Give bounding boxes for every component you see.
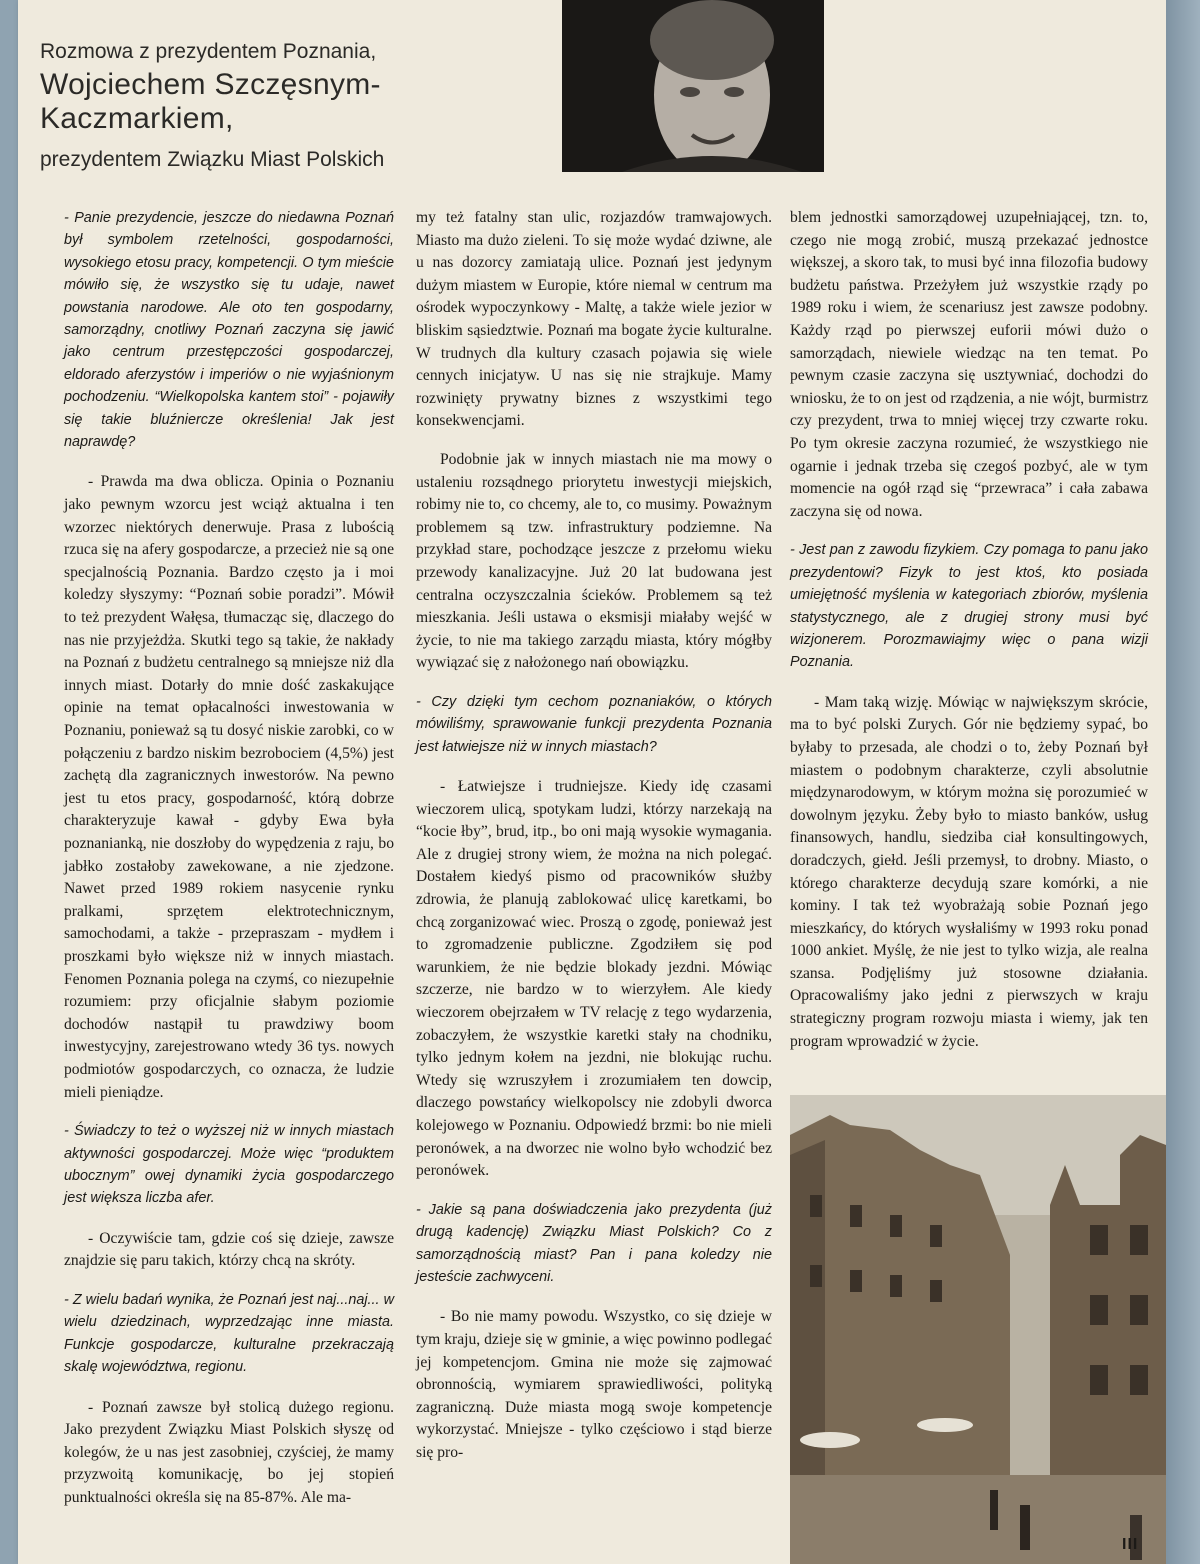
answer-2: - Oczywiście tam, gdzie coś się dzieje, zawsze znajdzie się paru takich, którzy chcą na skróty. [64,1229,394,1270]
answer-3-continued: my też fatalny stan ulic, rozjazdów tramwajowych. Miasto ma dużo zieleni. To się może wydać dziwne, ale u nas dozorcy zamiatają ulice. Poznań jest jedynym dużym miastem w Europie, które niemal w centrum ma ośrodek wypoczynkowy - Maltę, a także wiele jezior w bliskim sąsiedztwie. Poznań ma bogate życie kulturalne. W trudnych dla kultury czasach pojawia się wiele cennych inicjatyw. U nas się nie strajkuje. Mamy rozwinięty prywatny biznes z wszystkimi tego konsekwencjami. [416,209,772,430]
answer-3-paragraph-2: Podobnie jak w innych miastach nie ma mowy o ustaleniu rozsądnego priorytetu inwestycji miejskich, robimy nie to, co chcemy, ale to, co musimy. Poważnym problemem są tzw. infrastruktury podziemne. Na przykład stare, pochodzące jeszcze z przełomu wieku przewody kanalizacyjne. Już 20 lat budowana jest centralna oczyszczalnia ścieków. Problemem są też mieszkania. Jeśli ustawa o eksmisji miałaby wejść w życie, to nie ma takiego zarządu miasta, który mógłby wywiązać się z nałożonego nań obowiązku. [416,450,772,672]
question-2: - Świadczy to też o wyższej niż w innych miastach aktywności gospodarczej. Może więc “produktem ubocznym” owej dynamiki życia gospodarczego jest większa liczba afer. [64,1123,394,1207]
question-1: - Panie prezydencie, jeszcze do niedawna Poznań był symbolem rzetelności, gospodarności, wysokiego etosu pracy, kompetencji. O tym mieście mówiło się, że wszystko się tu udaje, nawet powstania narodowe. Ale oto ten gospodarny, samorządny, cnotliwy Poznań zaczyna się jawić jako centrum przestępczości gospodarczej, eldorado aferzystów i imperiów o nie wyjaśnionym pochodzeniu. “Wielkopolska kantem stoi” - pojawiły się takie bluźniercze określenia! Jak jest naprawdę? [64,210,394,451]
page-number: III [1122,1536,1139,1553]
question-6: - Jest pan z zawodu fizykiem. Czy pomaga to panu jako prezydentowi? Fizyk to jest ktoś, kto posiada umiejętność myślenia w kategoriach zbiorów, myślenia statystycznego, ale z drugiej strony musi być wizjonerem. Porozmawiajmy więc o pana wizji Poznania. [790,542,1148,671]
page-edge-strip [1166,0,1200,1564]
answer-1: - Prawda ma dwa oblicza. Opinia o Poznaniu jako pewnym wzorcu jest wciąż aktualna i ten wzorzec niektórych denerwuje. Prasa z lubością rzuca się na afery gospodarcze, a przecież nie są one specjalnością Poznania. Bardzo często ja i moi koledzy słyszymy: “Poznań sobie poradzi”. Mówił to też prezydent Wałęsa, tłumacząc się, dlaczego do nas nie przyjeżdża. Skutki tego są takie, że nakłady na Poznań z budżetu centralnego są mniejsze niż dla innych miast. Dotarły do mnie dość zaskakujące opinie na temat opłacalności inwestowania w Poznaniu, ponieważ są tu dosyć niskie zarobki, co w połączeniu z bardzo niskim bezrobociem (4,5%) jest zachętą dla zagranicznych inwestorów. Na pewno jest tu etos pracy, gospodarność, którą dobrze charakteryzuje kawał - gdyby Ewa była poznanianką, nie doszłoby do wypędzenia z raju, bo jabłko zostałoby zawekowane, a nie zjedzone. Nawet przed 1989 rokiem nasycenie rynku pralkami, sprzętem elektrotechnicznym, samochodami, a także - przepraszam - mydłem i proszkami było większe niż w innych miastach. Fenomen Poznania polega na czymś, co niezupełnie rozumiem: przy oficjalnie słabym poziomie dochodów nastąpił tu prawdziwy boom inwestycyjny, zarejestrowano wtedy 36 tys. nowych podmiotów gospodarczych, co oznacza, że ludzie mieli pieniądze. [64,473,394,1101]
article-column-1 [64,207,394,1526]
answer-5: - Bo nie mamy powodu. Wszystko, co się dzieje w tym kraju, dzieje się w gminie, a więc powinno podlegać jej kompetencjom. Gmina nie może się zajmować obronnością, wymiarem sprawiedliwości, polityką zagraniczną. Duże miasta mogą swoje kompetencje wykorzystać. Mniejsze - tylko częściowo i stąd bierze się pro- [416,1308,772,1461]
answer-6: - Mam taką wizję. Mówiąc w największym skrócie, ma to być polski Zurych. Gór nie będziemy sypać, bo byłaby to przesada, ale chodzi o to, żeby Poznań był miastem o podobnym charakterze, czyli absolutnie międzynarodowym, w którym można się porozumieć w dowolnym języku. Żeby było to miasto banków, usług finansowych, handlu, siedziba ciał konsultingowych, doradczych, giełd. Jeśli przemysł, to drobny. Miasto, o którego charakterze decydują szare komórki, a nie kominy. I tak też wyobrażają sobie Poznań jego mieszkańcy, do których wysłaliśmy w 1993 roku ponad 1000 ankiet. Myślę, że nie jest to tylko wizja, ale realna szansa. Podjęliśmy już stosowne działania. Opracowaliśmy jako jedni z pierwszych w kraju strategiczny program rozwoju miasta i wiemy, jak ten program wprowadzić w życie. [790,693,1148,1050]
article-column-2 [416,207,772,1481]
old-market-square-photo [790,1095,1166,1564]
question-4: - Czy dzięki tym cechom poznaniaków, o których mówiliśmy, sprawowanie funkcji prezydenta Poznania jest łatwiejsze niż w innych miastach? [416,693,772,755]
answer-4: - Łatwiejsze i trudniejsze. Kiedy idę czasami wieczorem ulicą, spotykam ludzi, którzy narzekają na “kocie łby”, brud, itp., bo oni mają wysokie wymagania. Ale z drugiej strony wiem, że można na nich polegać. Dostałem kiedyś pismo od pracowników służby zdrowia, że planują zablokować ulicę karetkami, bo chcą zorganizować wiec. Proszą o zgodę, ponieważ jest to zgromadzenie publiczne. Zgodziłem się pod warunkiem, że nie będzie blokady jezdni. Mówiąc szczerze, nie bardzo w to wierzyłem. Ale kiedy wieczorem obejrzałem w TV relację z tego wydarzenia, zobaczyłem, że wszystkie karetki stały na chodniku, tylko jednym kołem na jezdni, nie blokując ruchu. Wtedy się wzruszyłem i zrozumiałem ten dowcip, dlaczego powstańcy wielkopolscy nie zdobyli dworca kolejowego w Poznaniu. Odpowiedź brzmi: bo nie mieli peronówek, a na dworzec nie wolno było wchodzić bez peronówek. [416,778,772,1180]
header-line-name: Wojciechem Szczęsnym-Kaczmarkiem, [40,68,381,135]
question-3: - Z wielu badań wynika, że Poznań jest naj...naj... w wielu dziedzinach, wyprzedzając inne miasta. Funkcje gospodarcze, kulturalne przekraczają skalę województwa, regionu. [64,1291,394,1376]
article-header [40,40,560,172]
article-column-3 [790,207,1148,1069]
answer-5-continued: blem jednostki samorządowej uzupełniającej, tzn. to, czego nie mogą zrobić, muszą przekazać jednostce większej, a skoro tak, to musi być inna filozofia budowy budżetu państwa. Przeżyłem już wszystkie rządy po 1989 roku i wiem, że scenariusz jest zawsze podobny. Każdy rząd po pierwszej euforii mówi dużo o samorządach, niewiele wiedząc na ten temat. Po pewnym czasie zaczyna się usztywniać, dochodzi do wniosku, że to on jest od rządzenia, a nie wójt, burmistrz czy prezydent, trwa to mniej więcej trzy czwarte roku. Po tym okresie zaczyna rozumieć, że wszystkiego nie ogarnie i jednak trzeba się czegoś pozbyć, ale w tym momencie na ogół rząd się “przewraca” i cała zabawa zaczyna się od nowa. [790,209,1148,520]
answer-3: - Poznań zawsze był stolicą dużego regionu. Jako prezydent Związku Miast Polskich słyszę od kolegów, że u nas jest zasobniej, czyściej, że mamy przyzwoitą komunikację, bo jej stopień punktualności określa się na 85-87%. Ale ma- [64,1398,394,1506]
header-line-intro: Rozmowa z prezydentem Poznania, [40,40,377,63]
header-line-title: prezydentem Związku Miast Polskich [40,148,385,171]
portrait-photo [562,0,824,172]
question-5: - Jakie są pana doświadczenia jako prezydenta (już drugą kadencję) Związku Miast Polskich? Co z samorządnością miast? Pan i pana koledzy nie jesteście zachwyceni. [416,1201,772,1285]
